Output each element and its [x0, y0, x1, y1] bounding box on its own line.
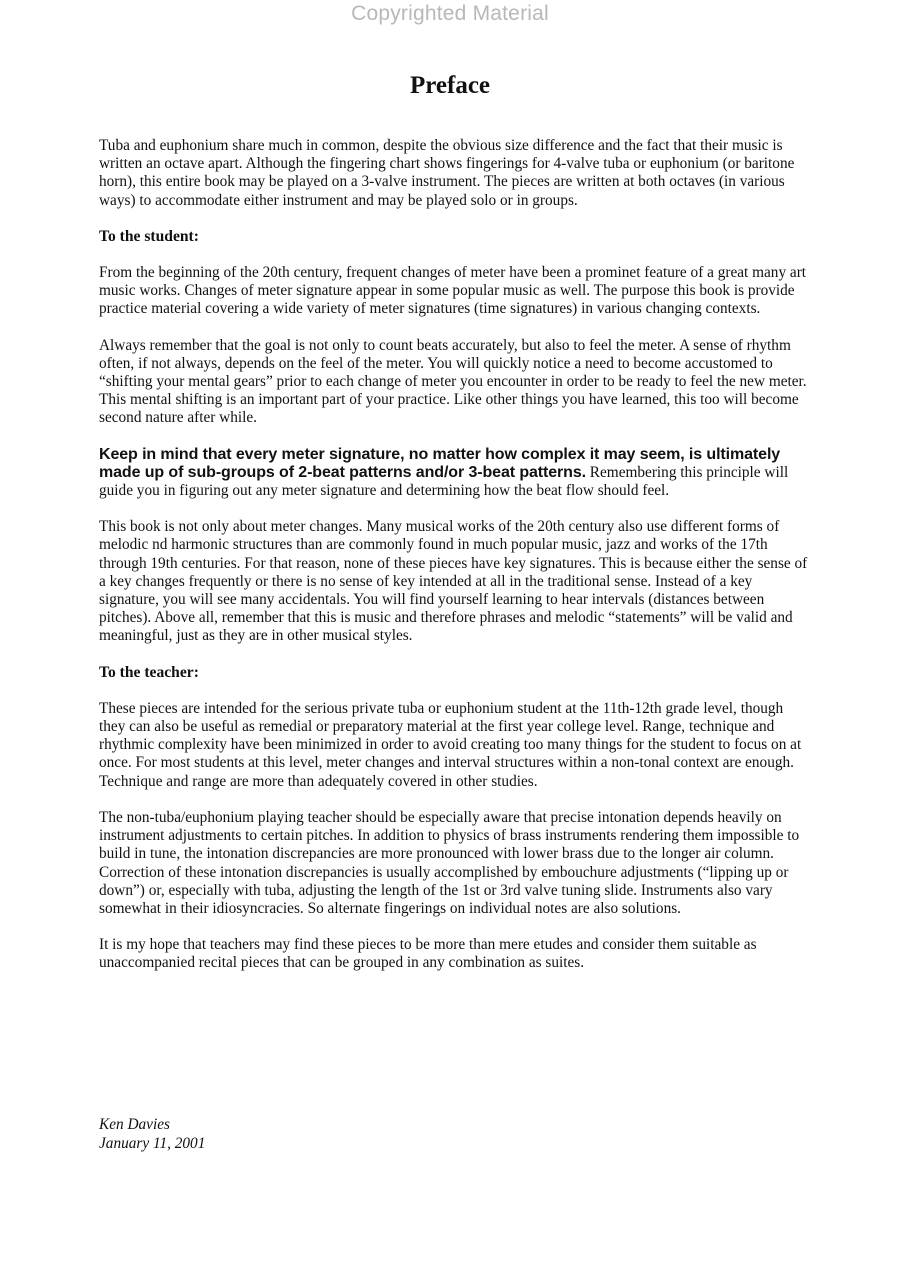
copyright-watermark: Copyrighted Material: [351, 2, 549, 25]
student-heading: To the student:: [99, 227, 199, 245]
teacher-paragraph-3: It is my hope that teachers may find these pieces to be more than mere etudes and consider them suitable as unaccompanied recital pieces that can be grouped in any combination as suites.: [99, 936, 757, 972]
student-paragraph-3: [99, 446, 811, 501]
teacher-paragraph-2: The non-tuba/euphonium playing teacher should be especially aware that precise intonation depends heavily on instrument adjustments to certain pitches. In addition to physics of brass instruments rendering them impossible to build in tune, the intonation discrepancies are more pronounced with lower brass due to the longer air column. Correction of these intonation discrepancies is usually accomplished by embouchure adjustments (“lipping up or down”) or, especially with tuba, adjusting the length of the 1st or 3rd valve tuning slide. Instruments also vary somewhat in their idiosyncracies. So alternate fingerings on individual notes are also solutions.: [99, 808, 800, 917]
student-paragraph-2: Always remember that the goal is not only to count beats accurately, but also to feel the meter. A sense of rhythm often, if not always, depends on the feel of the meter. You will quickly notice a need to become accustomed to “shifting your mental gears” prior to each change of meter you encounter in order to be ready to feel the new meter. This mental shifting is an important part of your practice. Like other things you have learned, this too will become second nature after while.: [99, 336, 807, 427]
key-principle-rest: Remembering this principle will guide you in figuring out any meter signature and determining how the beat flow should feel.: [99, 463, 789, 500]
signature-block: [99, 1116, 205, 1153]
page-title: Preface: [409, 72, 491, 99]
student-paragraph-1: From the beginning of the 20th century, frequent changes of meter have been a prominet feature of a great many art music works. Changes of meter signature appear in some popular music as well. The purpose this book is provide practice material covering a wide variety of meter signatures (time signatures) in various changing contexts.: [99, 264, 807, 318]
student-paragraph-4: This book is not only about meter changes. Many musical works of the 20th century also use different forms of melodic nd harmonic structures than are commonly found in much popular music, jazz and works of the 17th through 19th centuries. For that reason, none of these pieces have key signatures. This is because either the sense of a key changes frequently or there is no sense of key intended at all in the traditional sense. Instead of a key signature, you will see many accidentals. You will find yourself learning to hear intervals (distances between pitches). Above all, remember that this is music and therefore phrases and melodic “statements” will be valid and meaningful, just as they are in other musical styles.: [99, 518, 808, 645]
teacher-paragraph-1: These pieces are intended for the serious private tuba or euphonium student at the 11th-12th grade level, though they can also be useful as remedial or preparatory material at the first year college level. Range, technique and rhythmic complexity have been minimized in order to avoid creating too many things for the student to focus on at once. For most students at this level, meter changes and interval structures within a non-tonal context are enough. Technique and range are more than adequately covered in other studies.: [99, 699, 802, 790]
preface-body: [99, 137, 811, 991]
signature-date: January 11, 2001: [99, 1134, 206, 1152]
intro-paragraph: Tuba and euphonium share much in common, despite the obvious size difference and the fact that their music is written an octave apart. Although the fingering chart shows fingerings for 4-valve tuba or euphonium (or baritone horn), this entire book may be played on a 3-valve instrument. The pieces are written at both octaves (in various ways) to accommodate either instrument and may be played solo or in groups.: [99, 137, 795, 209]
key-principle-bold: Keep in mind that every meter signature, no matter how complex it may seem, is ultimately made up of sub-groups of 2-beat patterns and/or 3-beat patterns.: [99, 445, 781, 481]
teacher-heading: To the teacher:: [99, 663, 199, 681]
author-name: Ken Davies: [99, 1116, 170, 1133]
